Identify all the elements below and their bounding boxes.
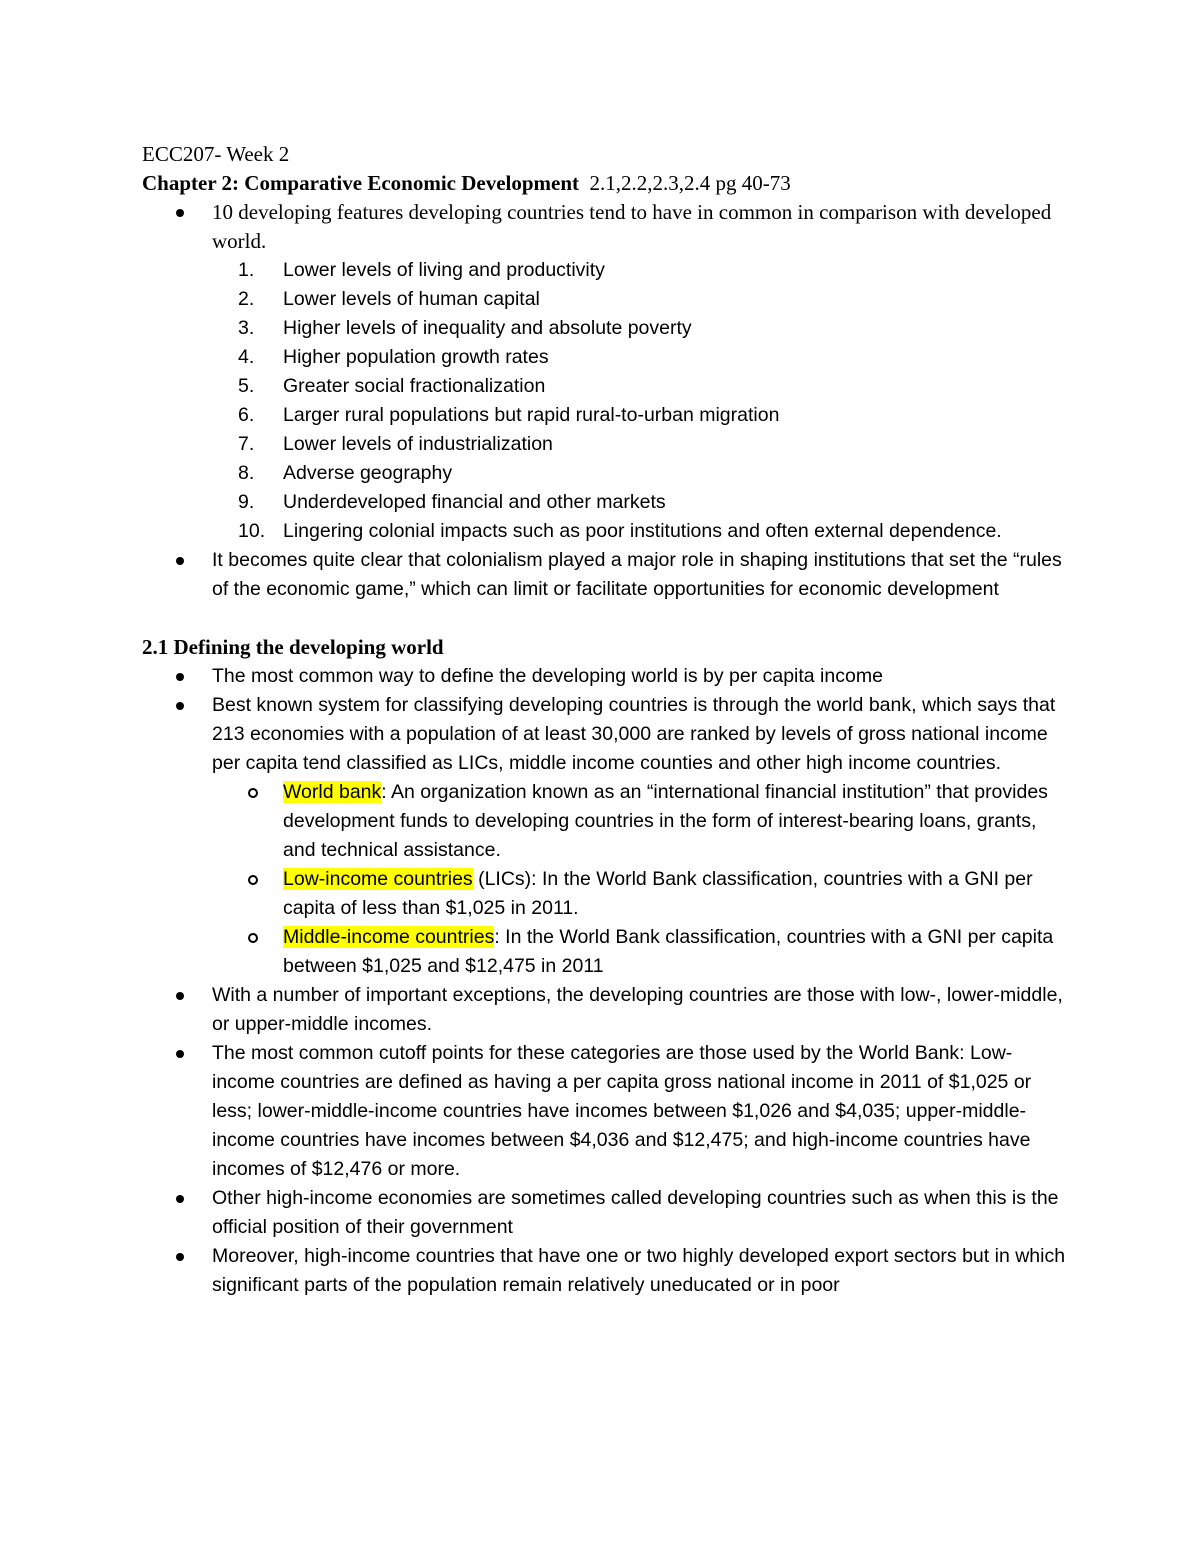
list-item: 1. Lower levels of living and productivity [238,259,605,281]
list-item: Moreover, high-income countries that have one or two highly developed export sectors but in which significant parts of the population remain relatively uneducated or in poor [142,1242,1072,1300]
list-item: 2. Lower levels of human capital [238,288,540,310]
colonialism-bullets [142,546,1072,604]
list-item: Other high-income economies are sometimes called developing countries such as when this is the official position of their government [142,1184,1072,1242]
list-item: 7. Lower levels of industrialization [238,433,553,455]
bullet-marker [176,1050,184,1058]
bullet-marker [176,992,184,1000]
list-item: 6. Larger rural populations but rapid rural-to-urban migration [238,404,780,426]
list-item: 10. Lingering colonial impacts such as poor institutions and often external dependence. [238,520,1002,542]
circle-bullet-marker [248,875,258,885]
colonialism-bullet: It becomes quite clear that colonialism played a major role in shaping institutions that set the “rules of the economic game,” which can limit or facilitate opportunities for economic development [142,546,1072,604]
definitions-list [142,778,1072,981]
bullet-marker [176,1195,184,1203]
document-page [142,140,1072,1300]
bullet-marker [176,209,184,217]
highlighted-term: Middle-income countries [283,926,495,948]
section-heading: 2.1 Defining the developing world [142,635,444,659]
list-item: 5. Greater social fractionalization [238,375,546,397]
bullet-marker [176,673,184,681]
bullet-marker [176,1253,184,1261]
list-item: 3. Higher levels of inequality and absolute poverty [238,317,692,339]
chapter-sections-ref: 2.1,2.2,2.3,2.4 pg 40-73 [589,171,791,195]
list-item: The most common cutoff points for these categories are those used by the World Bank: Low-income countries are defined as having a per capita gross national income in 2011 of $1,025 or less; lower-middle-income countries have incomes between $1,026 and $4,035; upper-middle-income countries have incomes between $4,036 and $12,475; and high-income countries have incomes of $12,476 or more. [142,1039,1072,1184]
circle-bullet-marker [248,933,258,943]
chapter-heading [142,169,1072,198]
features-list [142,256,1072,546]
list-item: 8. Adverse geography [238,462,453,484]
section-bullets [142,662,1072,778]
list-item: Best known system for classifying developing countries is through the world bank, which says that 213 economies with a population of at least 30,000 are ranked by levels of gross national income per capita tend classified as LICs, middle income counties and other high income countries. [142,691,1072,778]
list-item: With a number of important exceptions, the developing countries are those with low-, lower-middle, or upper-middle incomes. [142,981,1072,1039]
definition-item: Low-income countries (LICs): In the World Bank classification, countries with a GNI per capita of less than $1,025 in 2011. [142,865,1072,923]
definition-item: World bank: An organization known as an “international financial institution” that provides development funds to developing countries in the form of interest-bearing loans, grants, and technical assistance. [142,778,1072,865]
list-item: The most common way to define the developing world is by per capita income [142,662,1072,691]
definition-item: Middle-income countries: In the World Bank classification, countries with a GNI per capita between $1,025 and $12,475 in 2011 [142,923,1072,981]
bullet-marker [176,702,184,710]
course-line: ECC207- Week 2 [142,142,290,166]
chapter-title: Chapter 2: Comparative Economic Development [142,171,580,195]
highlighted-term: World bank [283,781,382,803]
list-item: 9. Underdeveloped financial and other markets [238,491,666,513]
bullet-marker [176,557,184,565]
chapter-bullets [142,198,1072,256]
paragraph-spacer [142,604,1072,633]
circle-bullet-marker [248,788,258,798]
section-bullets-continued [142,981,1072,1300]
list-item: 4. Higher population growth rates [238,346,549,368]
highlighted-term: Low-income countries [283,868,473,890]
intro-bullet: 10 developing features developing countries tend to have in common in comparison with developed world. [142,198,1072,256]
